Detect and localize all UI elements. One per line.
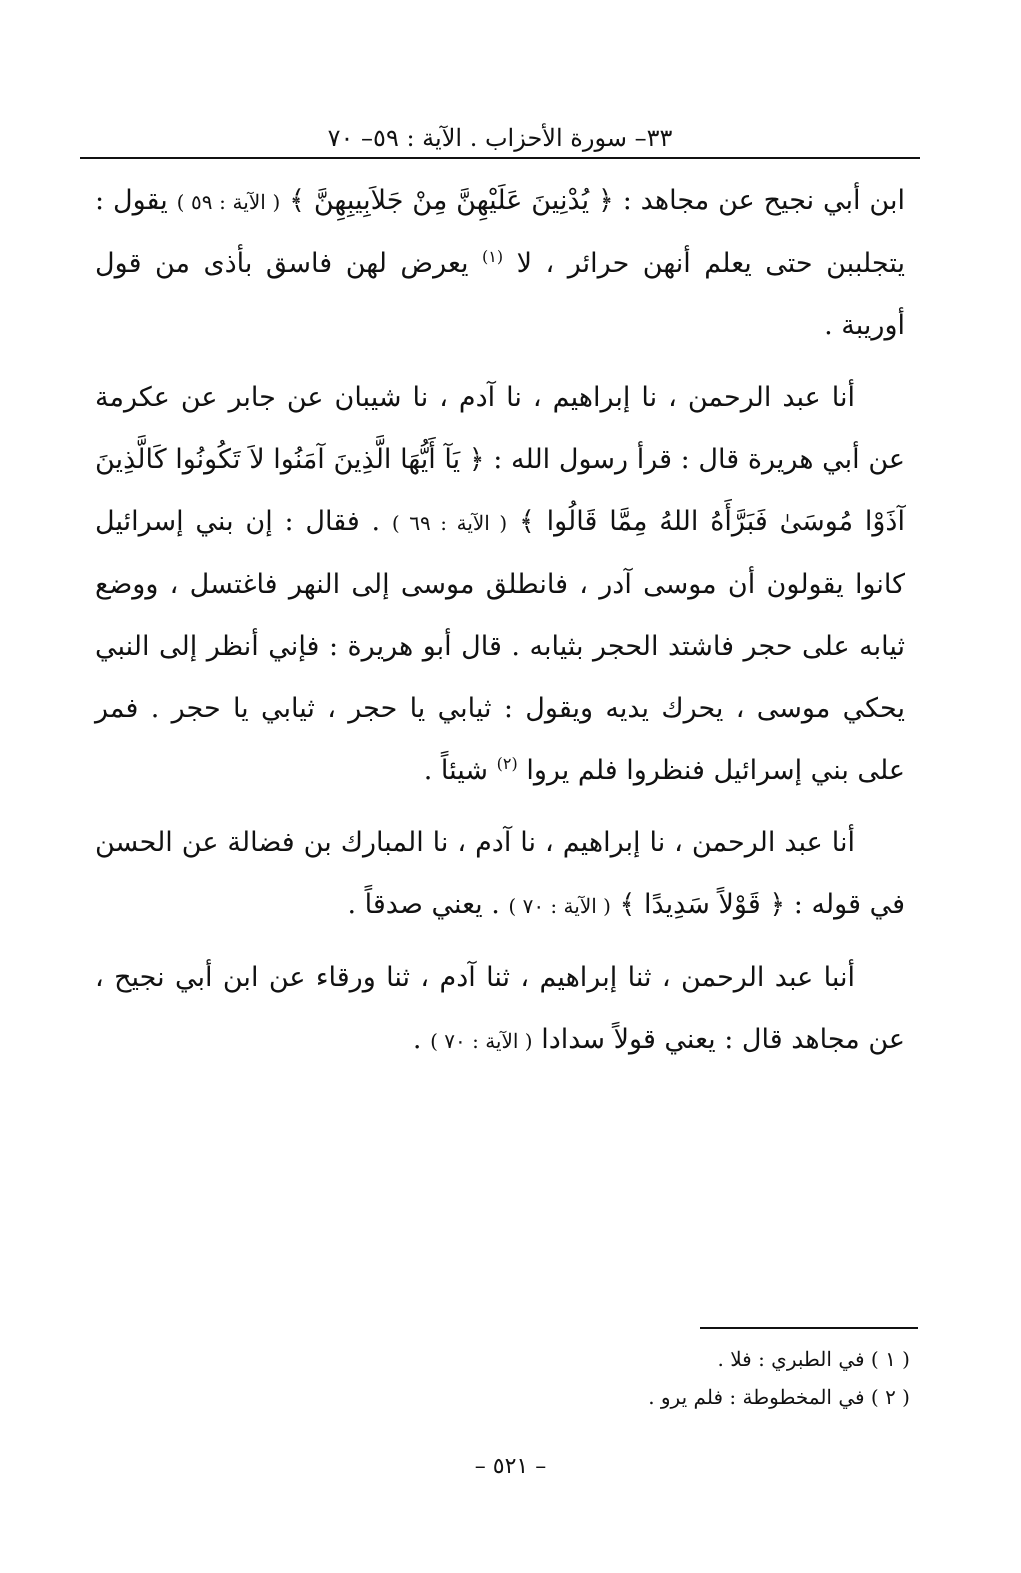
text-run — [280, 185, 289, 216]
text-run: . يعني صدقاً . — [347, 889, 509, 920]
text-run: . — [412, 1024, 431, 1055]
body-text — [95, 170, 905, 1082]
text-run — [507, 506, 519, 537]
paragraph-2 — [95, 367, 905, 802]
page-number: – ٥٢١ – — [474, 1454, 547, 1479]
verse-reference: ( الآية : ٧٠ ) — [508, 894, 611, 918]
quran-verse: ﴿ يُدْنِينَ عَلَيْهِنَّ مِنْ جَلاَبِيبِهِنَّ ﴾ — [289, 185, 614, 216]
paragraph-1 — [95, 170, 905, 357]
text-run: أنا عبد الرحمن ، نا إبراهيم ، نا آدم ، نا شيبان عن جابر عن عكرمة عن أبي هريرة قال : قرأ رسول الله : — [95, 382, 906, 475]
footnote-marker: (١) — [482, 247, 504, 266]
header-rule — [80, 157, 920, 159]
text-run: . فقال : إن بني إسرائيل كانوا يقولون أن موسى آدر ، فانطلق موسى إلى النهر فاغتسل ، ووضع ثيابه على حجر فاشتد الحجر بثيابه . قال أبو هريرة : فإني أنظر إلى النبي يحكي موسى ، يحرك يديه ويقول : ثيابي يا حجر ، ثيابي يا حجر . فمر على بني إسرائيل فنظروا فلم يروا — [95, 506, 905, 786]
text-run — [611, 889, 620, 920]
paragraph-3 — [95, 812, 905, 937]
footnote-1: ( ١ ) في الطبري : فلا . — [717, 1347, 910, 1371]
text-run: أنبا عبد الرحمن ، ثنا إبراهيم ، ثنا آدم ، ثنا ورقاء عن ابن أبي نجيح ، عن مجاهد قال : يعني قولاً سدادا — [95, 962, 905, 1055]
quran-verse: ﴿ يَآ أَيُّهَا الَّذِينَ آمَنُوا لاَ تَكُونُوا كَالَّذِينَ آذَوْا مُوسَىٰ فَبَرَّأَهُ اللهُ مِمَّا قَالُوا ﴾ — [95, 444, 905, 537]
footnote-marker: (٢) — [496, 754, 518, 773]
footnotes — [400, 1340, 910, 1416]
text-run: يعرض لهن فاسق بأذى من قول أوريبة . — [95, 248, 905, 341]
text-run: شيئاً . — [423, 755, 497, 786]
quran-verse: ﴿ قَوْلاً سَدِيدًا ﴾ — [619, 889, 786, 920]
text-run: ابن أبي نجيح عن مجاهد : — [613, 185, 905, 216]
text-run: يقول : يتجلببن حتى يعلم أنهن حرائر ، لا — [95, 185, 905, 279]
verse-reference: ( الآية : ٥٩ ) — [176, 190, 281, 214]
verse-reference: ( الآية : ٧٠ ) — [430, 1029, 533, 1053]
text-run: أنا عبد الرحمن ، نا إبراهيم ، نا آدم ، نا المبارك بن فضالة عن الحسن في قوله : — [95, 827, 905, 920]
verse-reference: ( الآية : ٦٩ ) — [391, 511, 508, 535]
footnote-rule — [700, 1327, 918, 1329]
paragraph-4 — [95, 947, 905, 1072]
footnote-2: ( ٢ ) في المخطوطة : فلم يرو . — [648, 1385, 910, 1409]
running-header: ٣٣– سورة الأحزاب . الآية : ٥٩– ٧٠ — [327, 124, 673, 152]
